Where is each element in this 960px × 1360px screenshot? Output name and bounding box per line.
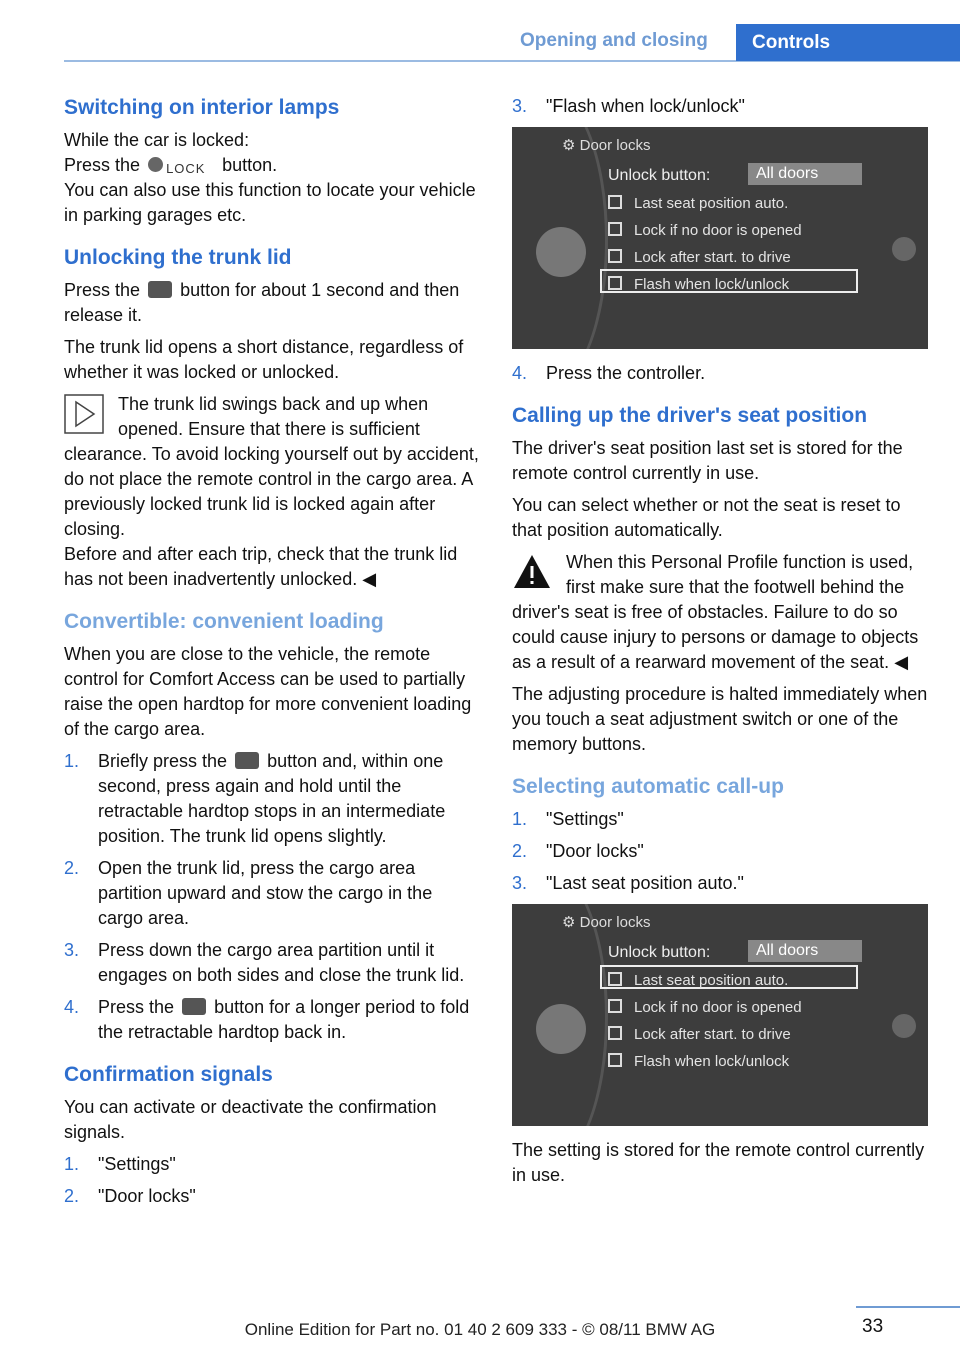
para: You can select whether or not the seat is reset to that position automatically.: [512, 495, 901, 540]
text: While the car is locked:: [64, 130, 250, 150]
left-column: [64, 94, 480, 1216]
heading-interior-lamps: Switching on interior lamps: [64, 96, 340, 119]
page-number-rule: [856, 1306, 960, 1308]
heading-trunk-lid: Unlocking the trunk lid: [64, 246, 292, 269]
steps-list: [64, 749, 480, 1045]
lock-label: LOCK: [166, 161, 206, 176]
door-locks-screen-1: [512, 127, 928, 349]
header-tab-label: Controls: [752, 32, 831, 53]
option-row: Last seat position auto.: [608, 968, 788, 993]
list-item: 2. "Door locks": [64, 1186, 196, 1206]
para: [64, 128, 480, 228]
para: The setting is stored for the remote control currently in use.: [512, 1140, 925, 1185]
option-row: Lock after start. to drive: [608, 1022, 791, 1047]
page-number: 33: [862, 1316, 884, 1337]
option-row: Last seat position auto.: [608, 191, 788, 216]
para: You can activate or deactivate the confirmation signals.: [64, 1097, 437, 1142]
header-tab: [736, 24, 960, 61]
note-text: The trunk lid swings back and up when opened. Ensure that there is sufficient clearance. To avoid locking yourself out by accident, do not place the remote control in the cargo area. A previously locked trunk lid is locked again after closing. Before and after each trip, check that the trunk lid has not been inadvertently unlocked. ◀: [64, 394, 479, 589]
header-section: Opening and closing: [520, 30, 708, 51]
heading-auto-callup: Selecting automatic call-up: [512, 775, 784, 798]
heading-seat-position: Calling up the driver's seat position: [512, 404, 868, 427]
right-column: [512, 94, 928, 1195]
option-row: Flash when lock/unlock: [608, 1049, 789, 1074]
controller-knob: [536, 1004, 586, 1054]
screen-title: ⚙ Door locks: [562, 137, 651, 154]
heading-confirmation: Confirmation signals: [64, 1063, 273, 1086]
list-item: 2. "Door locks": [512, 841, 644, 861]
controller-knob: [536, 227, 586, 277]
option-row: Flash when lock/unlock: [608, 272, 789, 297]
trunk-button-icon: [148, 281, 172, 298]
footer-text: Online Edition for Part no. 01 40 2 609 333 - © 08/11 BMW AG: [244, 1320, 716, 1339]
list-item: 1. "Settings": [64, 1154, 176, 1174]
para: [64, 278, 480, 328]
door-locks-screen-2: [512, 904, 928, 1126]
list-item: 4. Press the button for a longer period to fold the retractable hardtop back in.: [64, 997, 470, 1042]
note-block: [64, 392, 480, 592]
para: The trunk lid opens a short distance, regardless of whether it was locked or unlocked.: [64, 337, 464, 382]
text: button for about 1 second and then release it.: [64, 280, 460, 325]
unlock-label: Unlock button:: [608, 944, 711, 961]
option-row: Lock after start. to drive: [608, 245, 791, 270]
para: The driver's seat position last set is stored for the remote control currently in use.: [512, 438, 903, 483]
unlock-value: All doors: [748, 940, 862, 962]
text: Press the: [64, 155, 141, 175]
text: Press the: [64, 280, 141, 300]
text: button.: [222, 155, 278, 175]
unlock-value: All doors: [748, 163, 862, 185]
list-item: 4. Press the controller.: [512, 363, 706, 383]
heading-convertible: Convertible: convenient loading: [64, 610, 384, 633]
lock-button-icon: [148, 156, 214, 176]
trunk-button-icon: [235, 752, 259, 769]
option-row: Lock if no door is opened: [608, 218, 802, 243]
list-item: 1. "Settings": [512, 809, 624, 829]
list-item: 2. Open the trunk lid, press the cargo area partition upward and stow the cargo in the cargo area.: [64, 858, 433, 928]
option-row: Lock if no door is opened: [608, 995, 802, 1020]
warning-text: When this Personal Profile function is used, first make sure that the footwell behind the driver's seat is free of obstacles. Failure to do so could cause injury to persons or damage to objects as a result of a rearward movement of the seat. ◀: [512, 552, 919, 672]
unlock-label: Unlock button:: [608, 167, 711, 184]
list-item: 3. Press down the cargo area partition until it engages on both sides and close the trunk lid.: [64, 940, 465, 985]
para: The adjusting procedure is halted immediately when you touch a seat adjustment switch or one of the memory buttons.: [512, 684, 928, 754]
warning-block: [512, 550, 928, 675]
text: You can also use this function to locate your vehicle in parking garages etc.: [64, 180, 476, 225]
warning-icon: [512, 552, 552, 592]
para: When you are close to the vehicle, the remote control for Comfort Access can be used to partially raise the open hardtop for more convenient loading of the cargo area.: [64, 644, 472, 739]
list-item: 3. "Last seat position auto.": [512, 873, 744, 893]
note-arrow-icon: [64, 394, 104, 434]
screen-title: ⚙ Door locks: [562, 914, 651, 931]
hardtop-button-icon: [182, 998, 206, 1015]
list-item: 3. "Flash when lock/unlock": [512, 96, 745, 116]
list-item: 1. Briefly press the button and, within one second, press again and hold until the retractable hardtop stops in an intermediate position. The trunk lid opens slightly.: [64, 751, 446, 846]
